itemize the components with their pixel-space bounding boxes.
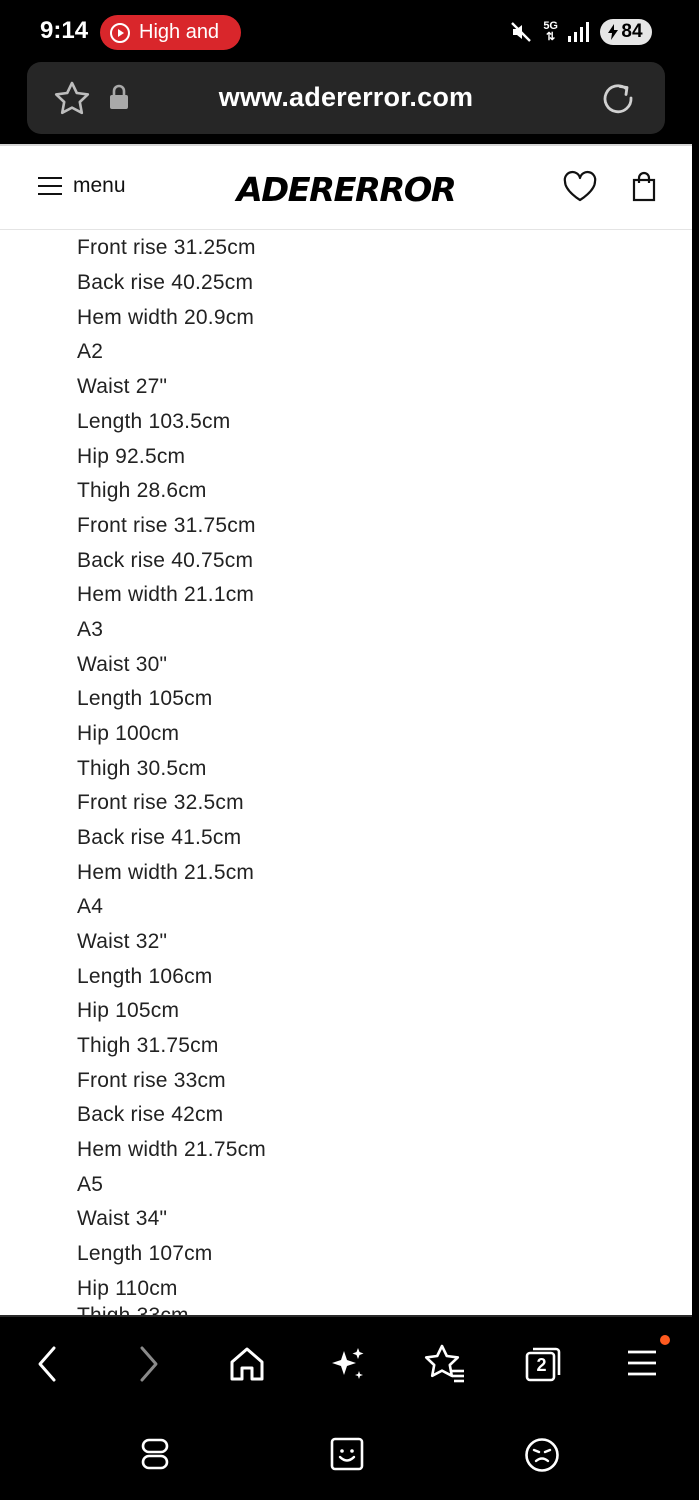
size-heading: A3	[77, 618, 104, 641]
ai-sparkle-icon[interactable]	[328, 1345, 366, 1383]
size-detail-line: Length 107cm	[77, 1242, 213, 1265]
size-detail-line: Hip 110cm	[77, 1277, 178, 1300]
size-heading: A5	[77, 1173, 104, 1196]
mute-icon	[509, 20, 533, 44]
address-bar[interactable]	[27, 62, 665, 134]
notification-pill[interactable]	[100, 15, 241, 50]
size-heading: A2	[77, 340, 104, 363]
network-type-label: 5G	[543, 20, 558, 32]
charging-icon	[607, 24, 619, 40]
browser-bottom-bar	[0, 1315, 692, 1500]
forward-arrow-icon[interactable]	[136, 1345, 162, 1383]
size-detail-line: Hem width 21.1cm	[77, 583, 255, 606]
assistant-icon[interactable]	[524, 1437, 560, 1473]
network-type-icon: 5G ⇅	[543, 20, 558, 43]
wishlist-heart-icon[interactable]	[563, 172, 597, 202]
size-detail-line: Front rise 32.5cm	[77, 791, 244, 814]
url-text[interactable]: www.adererror.com	[218, 82, 474, 112]
size-detail-line: Waist 27"	[77, 375, 168, 398]
menu-notification-badge	[660, 1335, 670, 1345]
tab-count: 2	[536, 1355, 547, 1375]
battery-level: 84	[621, 21, 643, 42]
back-arrow-icon[interactable]	[34, 1345, 60, 1383]
site-logo[interactable]: ADERERROR	[236, 170, 456, 209]
size-detail-line: Thigh 28.6cm	[77, 479, 207, 502]
menu-label: menu	[73, 174, 126, 197]
site-header	[0, 144, 692, 230]
size-detail-line: Hem width 20.9cm	[77, 306, 255, 329]
size-detail-line: Waist 34"	[77, 1207, 168, 1230]
battery-indicator	[600, 19, 652, 45]
size-detail-line: Hem width 21.5cm	[77, 861, 255, 884]
size-detail-line: Waist 30"	[77, 653, 168, 676]
tabs-button[interactable]	[524, 1345, 562, 1383]
youtube-icon	[110, 23, 130, 43]
home-button-icon[interactable]	[330, 1437, 364, 1471]
home-icon[interactable]	[228, 1345, 266, 1383]
status-icons	[509, 16, 652, 48]
size-detail-line: Back rise 41.5cm	[77, 826, 242, 849]
shopping-bag-icon[interactable]	[632, 172, 656, 202]
size-detail-line: Length 105cm	[77, 687, 213, 710]
browser-toolbar	[0, 62, 692, 144]
size-detail-line: Thigh 31.75cm	[77, 1034, 219, 1057]
hamburger-menu-icon[interactable]	[626, 1347, 658, 1379]
signal-icon	[568, 22, 590, 42]
size-detail-line: Hem width 21.75cm	[77, 1138, 266, 1161]
size-detail-line: Back rise 40.75cm	[77, 549, 254, 572]
notification-pill-label: High and	[139, 21, 220, 43]
reload-icon[interactable]	[599, 79, 637, 117]
size-heading: A4	[77, 895, 104, 918]
size-detail-line: Back rise 40.25cm	[77, 271, 254, 294]
size-detail-line: Hip 100cm	[77, 722, 180, 745]
size-detail-line: Hip 105cm	[77, 999, 180, 1022]
size-detail-line: Back rise 42cm	[77, 1103, 224, 1126]
product-size-details	[0, 230, 692, 1315]
status-bar	[0, 0, 692, 62]
size-detail-line: Thigh 30.5cm	[77, 757, 207, 780]
size-detail-line: Waist 32"	[77, 930, 168, 953]
bookmarks-icon[interactable]	[422, 1343, 466, 1383]
clock: 9:14	[40, 17, 89, 44]
size-detail-line: Front rise 31.75cm	[77, 514, 256, 537]
size-detail-line: Front rise 31.25cm	[77, 236, 256, 259]
size-detail-line: Front rise 33cm	[77, 1069, 226, 1092]
size-detail-line: Length 103.5cm	[77, 410, 231, 433]
recent-apps-icon[interactable]	[140, 1437, 170, 1471]
size-detail-line: Hip 92.5cm	[77, 445, 186, 468]
size-detail-line: Length 106cm	[77, 965, 213, 988]
